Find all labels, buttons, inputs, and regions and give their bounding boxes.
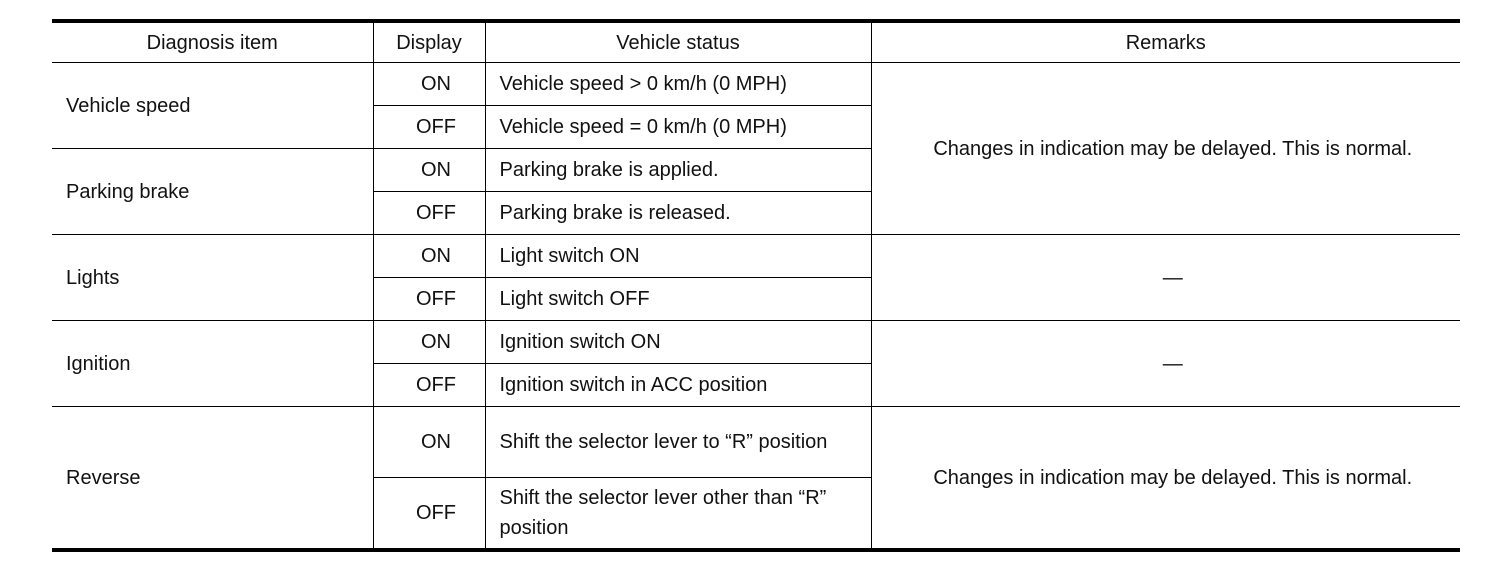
table-row: [52, 407, 1460, 478]
status-text: Vehicle speed > 0 km/h (0 MPH): [485, 63, 871, 106]
item-parking-brake: Parking brake: [52, 149, 373, 235]
diagnosis-table: [52, 19, 1460, 552]
item-reverse: Reverse: [52, 407, 373, 551]
header-diagnosis-item: Diagnosis item: [52, 21, 373, 63]
status-text: Light switch OFF: [485, 278, 871, 321]
remarks-speed-brake: Changes in indication may be delayed. This is normal.: [871, 63, 1460, 235]
display-value: OFF: [373, 106, 485, 149]
table-row: [52, 321, 1460, 364]
header-display: Display: [373, 21, 485, 63]
table-row: [52, 235, 1460, 278]
item-ignition: Ignition: [52, 321, 373, 407]
item-lights: Lights: [52, 235, 373, 321]
remarks-lights: —: [871, 235, 1460, 321]
item-vehicle-speed: Vehicle speed: [52, 63, 373, 149]
table-row: [52, 63, 1460, 106]
header-row: [52, 21, 1460, 63]
display-value: ON: [373, 235, 485, 278]
display-value: OFF: [373, 278, 485, 321]
status-text: Shift the selector lever to “R” position: [485, 407, 871, 478]
display-value: ON: [373, 149, 485, 192]
status-text: Light switch ON: [485, 235, 871, 278]
display-value: ON: [373, 321, 485, 364]
status-text: Ignition switch ON: [485, 321, 871, 364]
status-text: Ignition switch in ACC position: [485, 364, 871, 407]
status-text: Shift the selector lever other than “R” position: [485, 478, 871, 551]
header-vehicle-status: Vehicle status: [485, 21, 871, 63]
display-value: ON: [373, 63, 485, 106]
display-value: OFF: [373, 364, 485, 407]
display-value: ON: [373, 407, 485, 478]
header-remarks: Remarks: [871, 21, 1460, 63]
remarks-reverse: Changes in indication may be delayed. This is normal.: [871, 407, 1460, 551]
status-text: Vehicle speed = 0 km/h (0 MPH): [485, 106, 871, 149]
remarks-ignition: —: [871, 321, 1460, 407]
status-text: Parking brake is applied.: [485, 149, 871, 192]
display-value: OFF: [373, 478, 485, 551]
status-text: Parking brake is released.: [485, 192, 871, 235]
display-value: OFF: [373, 192, 485, 235]
